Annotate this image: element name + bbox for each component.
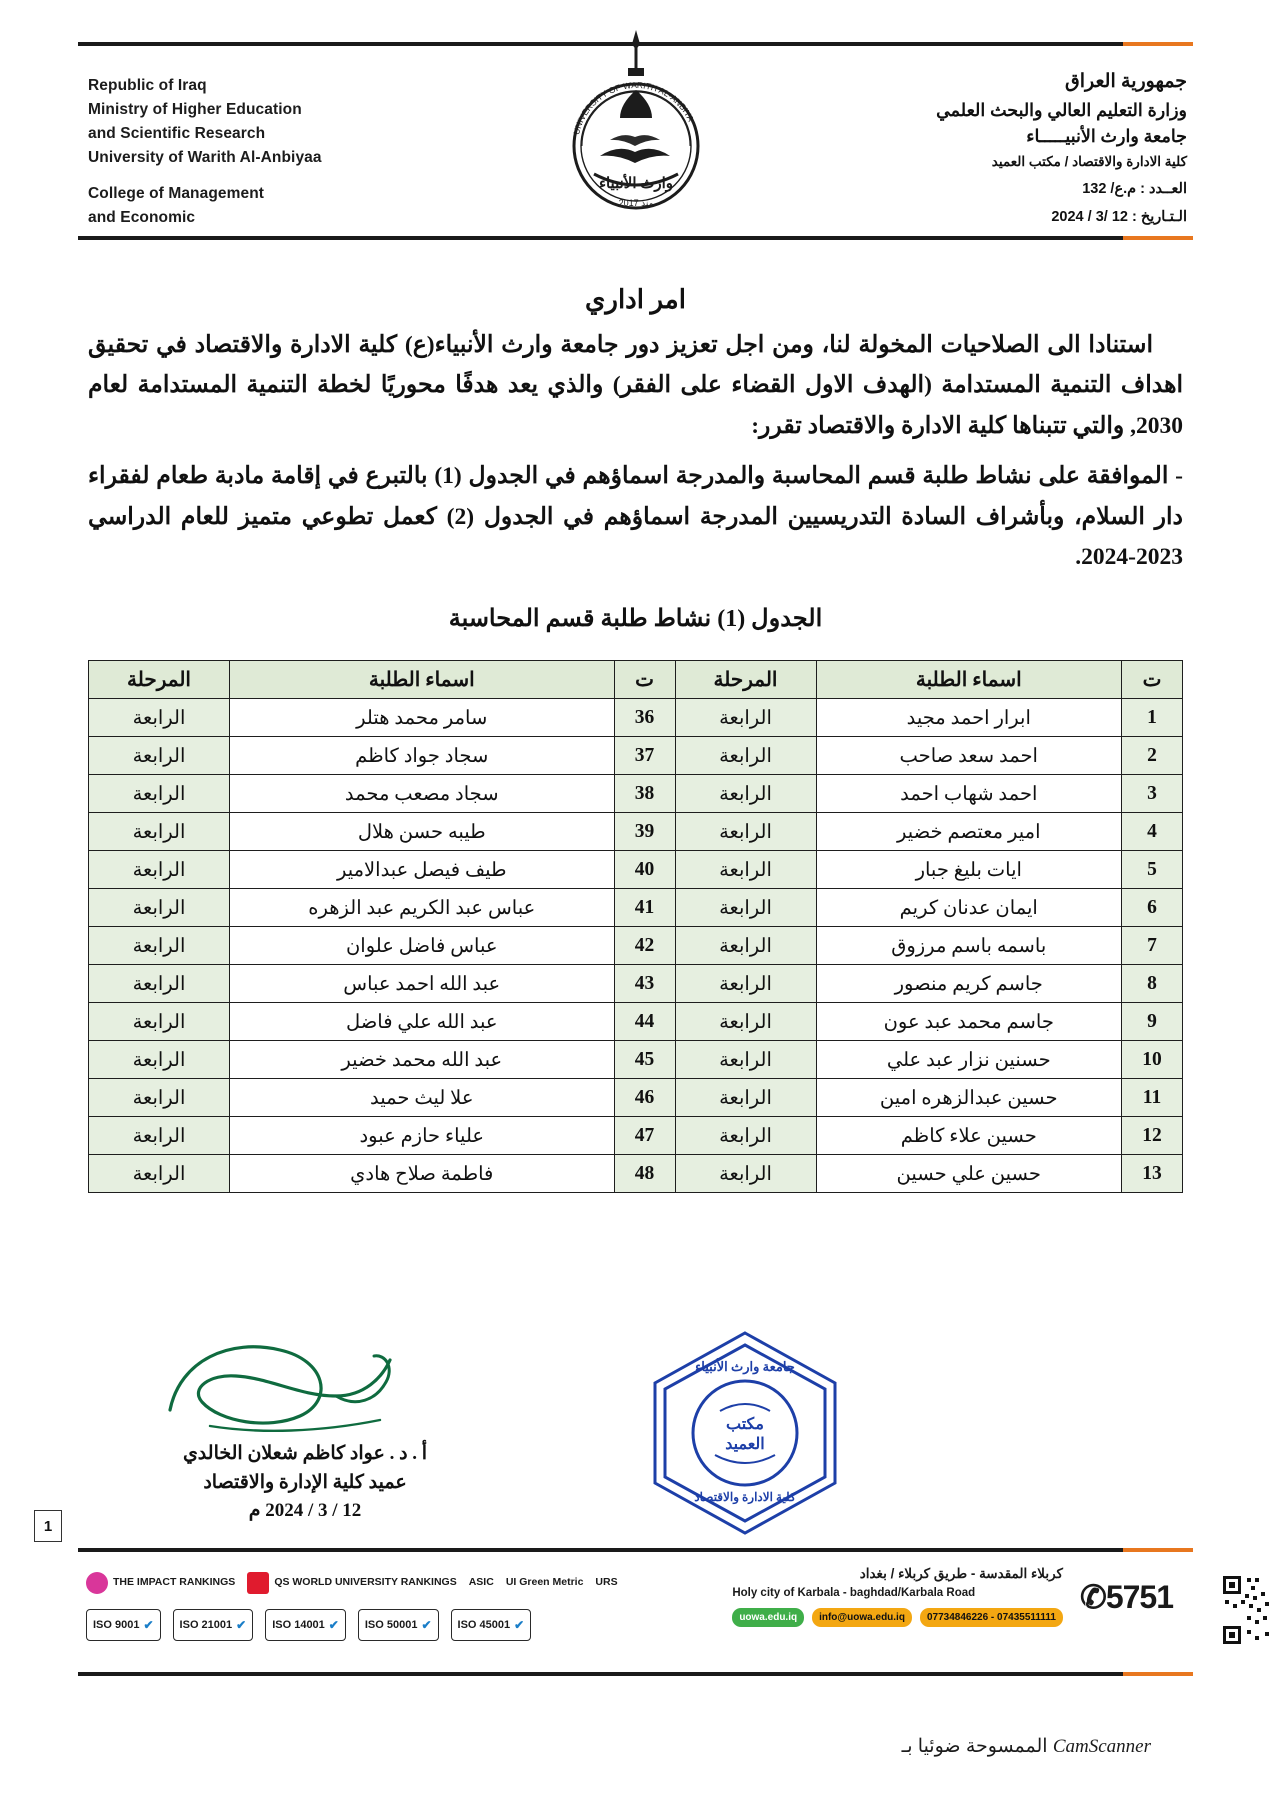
header-english-block: [88, 74, 418, 230]
header-en-line-3: and Scientific Research: [88, 125, 266, 143]
cell-name-right: احمد سعد صاحب: [816, 737, 1122, 775]
badge-iso-9001-label: ISO 9001: [93, 1619, 140, 1631]
cell-name-left: عبد الله احمد عباس: [230, 965, 615, 1003]
students-table-wrapper: [88, 660, 1183, 1193]
header-ar-line-2: وزارة التعليم العالي والبحث العلمي: [936, 99, 1187, 120]
cell-stage-right: الرابعة: [675, 1003, 816, 1041]
th-name-right: اسماء الطلبة: [816, 661, 1122, 699]
footer-hotline: [1080, 1578, 1173, 1616]
cell-stage-right: الرابعة: [675, 889, 816, 927]
svg-text:العميد: العميد: [725, 1436, 765, 1453]
svg-text:كلية الادارة والاقتصاد: كلية الادارة والاقتصاد: [694, 1490, 796, 1504]
badge-asic: [469, 1577, 494, 1589]
footer-hotline-number: 5751: [1105, 1579, 1173, 1615]
cell-name-left: سجاد جواد كاظم: [230, 737, 615, 775]
badge-impact-rankings: [86, 1572, 235, 1594]
badge-qs-rankings: [247, 1572, 456, 1594]
footer-top-rule: [78, 1548, 1193, 1552]
signatory-position: عميد كلية الإدارة والاقتصاد: [203, 1471, 407, 1493]
cell-name-left: علا ليث حميد: [230, 1079, 615, 1117]
svg-text:UNIVERSITY OF WARITH AL-ANBIYA: UNIVERSITY OF WARITH AL-ANBIYA: [570, 79, 696, 136]
table-row: [89, 1003, 1183, 1041]
badge-iso-50001: [358, 1609, 439, 1641]
camscanner-text: الممسوحة ضوئيا بـ: [901, 1736, 1048, 1757]
cell-index-left: 42: [614, 927, 675, 965]
cell-name-right: ايات بليغ جبار: [816, 851, 1122, 889]
check-icon: ✔: [143, 1618, 154, 1632]
cell-stage-left: الرابعة: [89, 965, 230, 1003]
cell-name-right: حسنين نزار عبد علي: [816, 1041, 1122, 1079]
badge-ui-greenmetric: [506, 1577, 584, 1589]
badge-ui-greenmetric-label: UI Green Metric: [505, 1576, 584, 1589]
cell-index-right: 11: [1122, 1079, 1183, 1117]
email-pill[interactable]: info@uowa.edu.iq: [812, 1608, 912, 1628]
official-stamp-icon: [620, 1325, 870, 1540]
cell-stage-left: الرابعة: [89, 1155, 230, 1193]
header-bottom-rule: [78, 236, 1193, 240]
header-ar-line-3: جامعة وارث الأنبيـــــاء: [1026, 125, 1187, 146]
badge-iso-50001-label: ISO 50001: [364, 1619, 418, 1631]
cell-index-right: 10: [1122, 1041, 1183, 1079]
cell-index-left: 44: [614, 1003, 675, 1041]
cell-stage-left: الرابعة: [89, 813, 230, 851]
badge-urs-label: URS: [595, 1576, 618, 1589]
footer-address-en: Holy city of Karbala - baghdad/Karbala Road: [732, 1586, 976, 1599]
cell-index-left: 47: [614, 1117, 675, 1155]
cell-stage-right: الرابعة: [675, 737, 816, 775]
footer-contact-pills: [732, 1608, 1063, 1628]
th-index-left: ت: [614, 661, 675, 699]
cell-name-left: عباس فاضل علوان: [230, 927, 615, 965]
table-row: [89, 699, 1183, 737]
table-row: [89, 1079, 1183, 1117]
table-caption: الجدول (1) نشاط طلبة قسم المحاسبة: [448, 606, 823, 632]
badge-iso-14001-label: ISO 14001: [272, 1619, 325, 1631]
document-footer: [78, 1548, 1193, 1676]
table-row: [89, 851, 1183, 889]
cell-stage-left: الرابعة: [89, 927, 230, 965]
th-index-right: ت: [1122, 661, 1183, 699]
cell-index-right: 2: [1122, 737, 1183, 775]
cell-stage-right: الرابعة: [675, 965, 816, 1003]
cell-stage-right: الرابعة: [675, 927, 816, 965]
document-date: الـتـاريخ : 12 /3 / 2024: [1051, 209, 1187, 226]
cell-index-right: 7: [1122, 927, 1183, 965]
body-paragraph-1: استنادا الى الصلاحيات المخولة لنا، ومن اجل تعزيز دور جامعة وارث الأنبياء(ع) كلية الادارة والاقتصاد في تحقيق اهداف التنمية المستدامة (الهدف الاول القضاء على الفقر) والذي يعد هدفًا محوريًا لخطة التنمية المستدامة لعام 2030, والتي تتبناها كلية الادارة والاقتصاد تقرر:: [88, 332, 1183, 439]
cell-name-right: جاسم كريم منصور: [816, 965, 1122, 1003]
table-row: [89, 889, 1183, 927]
header-ar-line-4: كلية الادارة والاقتصاد / مكتب العميد: [991, 154, 1187, 169]
university-crest-icon: [566, 28, 706, 233]
badge-impact-rankings-label: THE IMPACT RANKINGS: [113, 1576, 236, 1589]
cell-index-left: 48: [614, 1155, 675, 1193]
badge-urs: [595, 1577, 617, 1589]
cell-stage-right: الرابعة: [675, 1117, 816, 1155]
cell-index-right: 3: [1122, 775, 1183, 813]
signatory-name: أ . د . عواد كاظم شعلان الخالدي: [182, 1443, 428, 1464]
cell-index-left: 38: [614, 775, 675, 813]
check-icon: ✔: [421, 1618, 432, 1632]
header-arabic-block: [787, 68, 1187, 230]
header-en-line-1: Republic of Iraq: [88, 77, 207, 94]
cell-index-right: 13: [1122, 1155, 1183, 1193]
cell-index-left: 41: [614, 889, 675, 927]
cell-stage-right: الرابعة: [675, 699, 816, 737]
header-ar-line-1: جمهورية العراق: [1065, 71, 1187, 92]
cell-name-left: طيف فيصل عبدالامير: [230, 851, 615, 889]
badge-iso-21001: [173, 1609, 254, 1641]
cell-name-left: فاطمة صلاح هادي: [230, 1155, 615, 1193]
svg-text:وارث الأنبياء: وارث الأنبياء: [598, 176, 673, 192]
cell-name-right: باسمه باسم مرزوق: [816, 927, 1122, 965]
accreditation-badges: [86, 1562, 618, 1646]
cell-index-right: 8: [1122, 965, 1183, 1003]
camscanner-brand: CamScanner: [1052, 1736, 1151, 1757]
svg-text:منذ 2017: منذ 2017: [618, 198, 653, 208]
cell-stage-right: الرابعة: [675, 813, 816, 851]
th-stage-left: المرحلة: [89, 661, 230, 699]
header-bottom-rule-accent: [1123, 236, 1193, 240]
check-icon: ✔: [514, 1618, 525, 1632]
cell-stage-left: الرابعة: [89, 1041, 230, 1079]
cell-stage-right: الرابعة: [675, 775, 816, 813]
cell-name-left: سجاد مصعب محمد: [230, 775, 615, 813]
badge-iso-45001: [451, 1609, 532, 1641]
qr-code-icon: [1221, 1574, 1271, 1646]
qs-icon: [247, 1572, 269, 1594]
header-en-college-line-1: College of Management: [88, 185, 265, 203]
table-header-row: [89, 661, 1183, 699]
cell-name-right: ايمان عدنان كريم: [816, 889, 1122, 927]
website-pill[interactable]: uowa.edu.iq: [732, 1608, 804, 1628]
badge-row-iso: [86, 1604, 606, 1646]
cell-stage-left: الرابعة: [89, 775, 230, 813]
body-paragraph-2: - الموافقة على نشاط طلبة قسم المحاسبة والمدرجة اسماؤهم في الجدول (1) بالتبرع في إقامة مادبة طعام لفقراء دار السلام، وبأشراف السادة التدريسيين المدرجة اسماؤهم في الجدول (2) كعمل تطوعي متميز للعام الدراسي 2023-2024.: [88, 463, 1183, 571]
cell-name-right: امير معتصم خضير: [816, 813, 1122, 851]
footer-contact-block: [732, 1564, 1063, 1627]
th-name-left: اسماء الطلبة: [230, 661, 615, 699]
check-icon: ✔: [236, 1618, 247, 1632]
cell-name-left: طيبه حسن هلال: [230, 813, 615, 851]
cell-stage-left: الرابعة: [89, 851, 230, 889]
cell-index-left: 39: [614, 813, 675, 851]
footer-top-rule-accent: [1123, 1548, 1193, 1552]
th-stage-right: المرحلة: [675, 661, 816, 699]
signature-block: [140, 1440, 470, 1526]
cell-index-right: 5: [1122, 851, 1183, 889]
cell-index-right: 9: [1122, 1003, 1183, 1041]
table-row: [89, 813, 1183, 851]
cell-index-left: 43: [614, 965, 675, 1003]
cell-stage-right: الرابعة: [675, 1079, 816, 1117]
impact-rankings-icon: [86, 1572, 108, 1594]
cell-index-left: 40: [614, 851, 675, 889]
signature-date: 12 / 3 / 2024 م: [248, 1500, 362, 1521]
footer-bottom-rule-accent: [1123, 1672, 1193, 1676]
cell-index-left: 36: [614, 699, 675, 737]
svg-text:مكتب: مكتب: [726, 1416, 764, 1433]
cell-stage-right: الرابعة: [675, 851, 816, 889]
footer-bottom-rule: [78, 1672, 1193, 1676]
footer-address-ar: كربلاء المقدسة - طريق كربلاء / بغداد: [859, 1566, 1063, 1581]
badge-iso-9001: [86, 1609, 161, 1641]
cell-name-right: حسين عبدالزهره امين: [816, 1079, 1122, 1117]
cell-stage-left: الرابعة: [89, 1079, 230, 1117]
table-row: [89, 1155, 1183, 1193]
page-title: امر اداري: [585, 285, 686, 314]
camscanner-watermark: [902, 1735, 1151, 1758]
cell-stage-left: الرابعة: [89, 1117, 230, 1155]
cell-stage-right: الرابعة: [675, 1041, 816, 1079]
document-body: [88, 325, 1183, 583]
cell-name-left: عبد الله محمد خضير: [230, 1041, 615, 1079]
phone-pill: 07734846226 - 07435511111: [920, 1608, 1063, 1628]
cell-name-left: علياء حازم عبود: [230, 1117, 615, 1155]
cell-index-right: 6: [1122, 889, 1183, 927]
badge-qs-rankings-label: QS WORLD UNIVERSITY RANKINGS: [274, 1576, 457, 1589]
badge-row-rankings: [86, 1562, 618, 1604]
cell-stage-left: الرابعة: [89, 699, 230, 737]
page-number: 1: [34, 1510, 62, 1542]
document-header: [78, 42, 1193, 240]
header-top-rule-accent: [1123, 42, 1193, 46]
handwritten-signature-icon: [150, 1330, 450, 1450]
cell-stage-right: الرابعة: [675, 1155, 816, 1193]
cell-index-right: 12: [1122, 1117, 1183, 1155]
badge-iso-21001-label: ISO 21001: [179, 1619, 233, 1631]
badge-iso-45001-label: ISO 45001: [457, 1619, 511, 1631]
badge-iso-14001: [265, 1609, 346, 1641]
header-en-line-2: Ministry of Higher Education: [88, 101, 302, 119]
cell-name-right: احمد شهاب احمد: [816, 775, 1122, 813]
cell-stage-left: الرابعة: [89, 1003, 230, 1041]
cell-index-right: 1: [1122, 699, 1183, 737]
table-row: [89, 927, 1183, 965]
table-row: [89, 965, 1183, 1003]
cell-stage-left: الرابعة: [89, 737, 230, 775]
cell-name-left: عباس عبد الكريم عبد الزهره: [230, 889, 615, 927]
svg-text:جامعة وارث الأنبياء: جامعة وارث الأنبياء: [695, 1359, 795, 1374]
table-row: [89, 1041, 1183, 1079]
cell-stage-left: الرابعة: [89, 889, 230, 927]
cell-name-right: ابرار احمد مجيد: [816, 699, 1122, 737]
document-number: العــدد : م.ع/ 132: [1082, 180, 1187, 197]
cell-name-right: حسين علي حسين: [816, 1155, 1122, 1193]
cell-index-right: 4: [1122, 813, 1183, 851]
cell-name-left: سامر محمد هتلر: [230, 699, 615, 737]
cell-index-left: 45: [614, 1041, 675, 1079]
cell-index-left: 46: [614, 1079, 675, 1117]
table-row: [89, 737, 1183, 775]
students-table: [88, 660, 1183, 1193]
cell-name-left: عبد الله علي فاضل: [230, 1003, 615, 1041]
header-en-line-4: University of Warith Al-Anbiyaa: [88, 149, 322, 167]
cell-name-right: جاسم محمد عبد عون: [816, 1003, 1122, 1041]
cell-index-left: 37: [614, 737, 675, 775]
table-row: [89, 775, 1183, 813]
badge-asic-label: ASIC: [468, 1576, 494, 1589]
header-en-college-line-2: and Economic: [88, 209, 196, 227]
table-row: [89, 1117, 1183, 1155]
phone-icon: ✆: [1080, 1579, 1106, 1615]
check-icon: ✔: [328, 1618, 339, 1632]
cell-name-right: حسين علاء كاظم: [816, 1117, 1122, 1155]
